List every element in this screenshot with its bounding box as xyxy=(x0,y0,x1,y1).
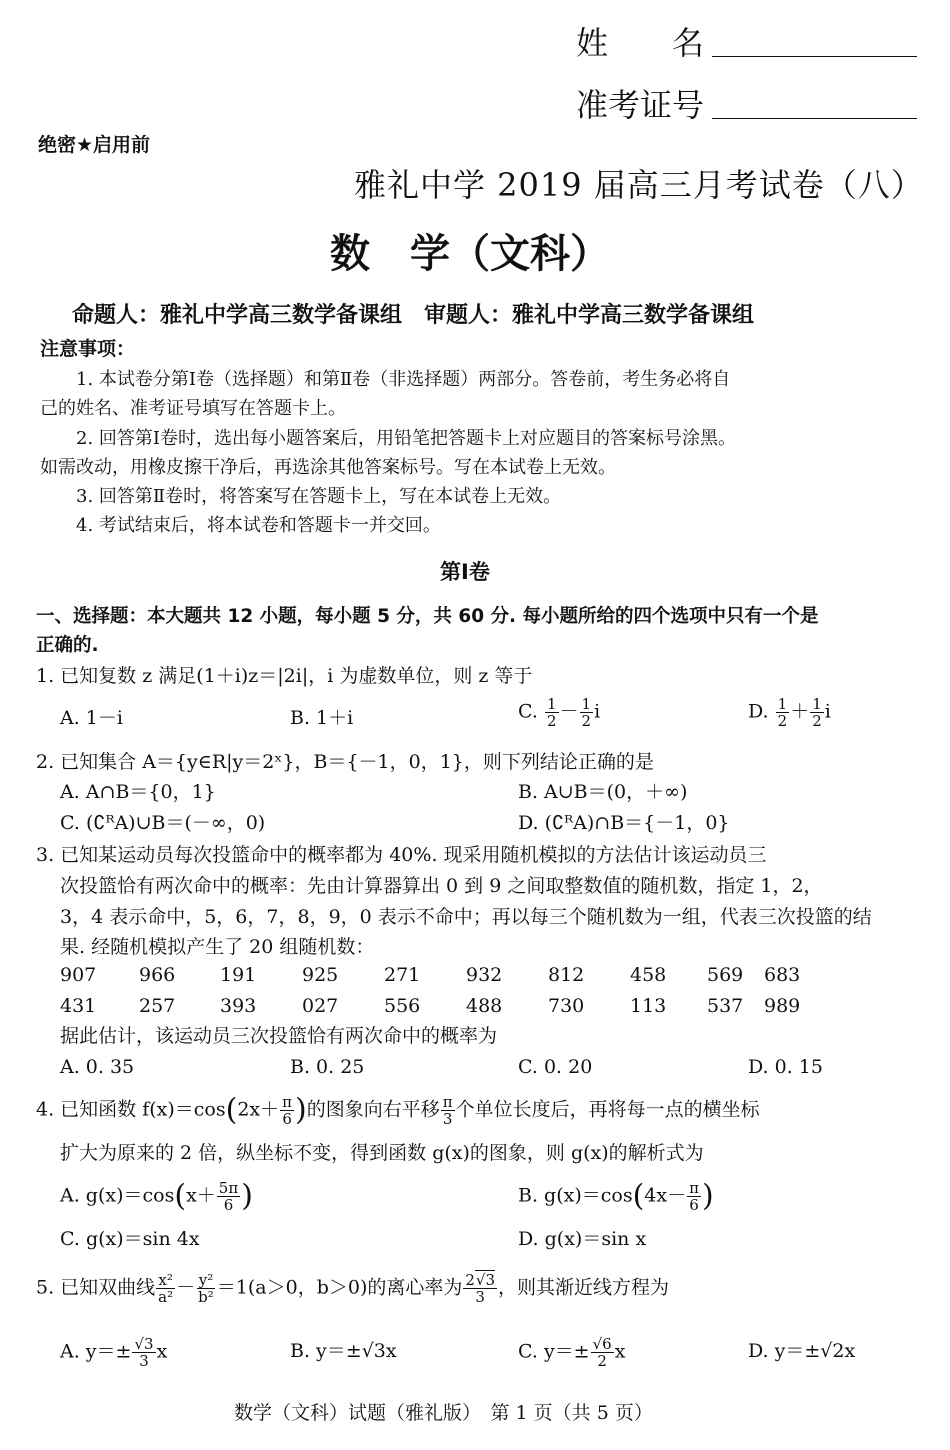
question-3-line5: 据此估计，该运动员三次投篮恰有两次命中的概率为 xyxy=(60,1025,498,1047)
q3-option-c: C. 0. 20 xyxy=(518,1056,593,1078)
question-5-stem: 5. 已知双曲线 $\frac{\text{x²}}{\text{a²}}$ － $\frac{\text{y²}}{\text{b²}}$ ＝1(a＞0，b＞0)的离心率为 $\frac{2√3}{3}$ ，则其渐近线方程为 xyxy=(36,1271,670,1306)
random-number: 683 xyxy=(764,964,801,986)
q4-option-c: C. g(x)＝sin 4x xyxy=(60,1228,200,1250)
q1-option-c-label: C. xyxy=(518,700,538,723)
confidential-label: 绝密★启用前 xyxy=(38,134,151,156)
q3-option-a: A. 0. 35 xyxy=(60,1056,135,1078)
q2-option-c: C. (∁ᴿA)∪B＝(－∞，0) xyxy=(60,812,266,834)
random-number: 271 xyxy=(384,964,421,986)
random-number: 027 xyxy=(302,995,339,1017)
random-number: 932 xyxy=(466,964,503,986)
q1-option-a: A. 1－i xyxy=(60,707,123,729)
question-3-line2: 次投篮恰有两次命中的概率：先由计算器算出 0 到 9 之间取整数值的随机数，指定 1，2， xyxy=(60,875,823,897)
random-number: 431 xyxy=(60,995,97,1017)
q5-option-d: D. y＝±√2x xyxy=(748,1340,856,1362)
id-label: 准考证号 xyxy=(576,86,705,124)
note-2-cont: 如需改动，用橡皮擦干净后，再选涂其他答案标号。写在本试卷上无效。 xyxy=(40,457,616,478)
q1-option-d: D. $\frac{1}{2}$ ＋ $\frac{1}{2}$ i xyxy=(748,695,831,730)
question-4-line2: 扩大为原来的 2 倍，纵坐标不变，得到函数 g(x)的图象，则 g(x)的解析式为 xyxy=(60,1142,704,1164)
random-number: 488 xyxy=(466,995,503,1017)
exam-title: 雅礼中学 2019 届高三月考试卷（八） xyxy=(354,166,924,204)
question-3-line4: 果. 经随机模拟产生了 20 组随机数： xyxy=(60,936,375,958)
random-number: 556 xyxy=(384,995,421,1017)
random-number: 569 xyxy=(707,964,744,986)
random-number: 907 xyxy=(60,964,97,986)
question-1-stem: 1. 已知复数 z 满足(1＋i)z＝|2i|，i 为虚数单位，则 z 等于 xyxy=(36,665,533,687)
section-intro-cont: 正确的. xyxy=(36,635,99,656)
q1-option-b: B. 1＋i xyxy=(290,707,354,729)
q2-option-d: D. (∁ᴿA)∩B＝{－1，0} xyxy=(518,812,730,834)
question-3-line1: 3. 已知某运动员每次投篮命中的概率都为 40%. 现采用随机模拟的方法估计该运动员三 xyxy=(36,844,767,866)
q5-option-c: C. y＝± $\frac{√6}{2}$ x xyxy=(518,1335,626,1370)
notes-heading: 注意事项： xyxy=(40,338,136,360)
note-1-cont: 己的姓名、准考证号填写在答题卡上。 xyxy=(40,398,346,419)
q2-option-a: A. A∩B＝{0，1} xyxy=(60,781,216,803)
q1-option-d-label: D. xyxy=(748,700,769,723)
q4-option-d: D. g(x)＝sin x xyxy=(518,1228,647,1250)
section-title: 第Ⅰ卷 xyxy=(440,560,490,584)
note-4: 4. 考试结束后，将本试卷和答题卡一并交回。 xyxy=(76,515,441,536)
q1-option-c: C. $\frac{1}{2}$ － $\frac{1}{2}$ i xyxy=(518,695,601,730)
name-field-line[interactable] xyxy=(712,56,917,57)
random-number: 113 xyxy=(630,995,667,1017)
q2-option-b: B. A∪B＝(0，＋∞) xyxy=(518,781,688,803)
q5-option-a: A. y＝± $\frac{√3}{3}$ x xyxy=(60,1335,168,1370)
note-3: 3. 回答第Ⅱ卷时，将答案写在答题卡上，写在本试卷上无效。 xyxy=(76,486,562,507)
name-label: 姓 名 xyxy=(576,24,705,62)
subject-title: 数 学（文科） xyxy=(330,231,610,277)
q3-option-b: B. 0. 25 xyxy=(290,1056,365,1078)
q4-option-a: A. g(x)＝cos(x＋ $\frac{5\pi}{6}$ ) xyxy=(60,1178,253,1214)
question-4-stem: 4. 已知函数 f(x)＝cos(2x＋ $\frac{\pi}{6}$ )的图象向右平移 $\frac{\pi}{3}$ 个单位长度后，再将每一点的横坐标 xyxy=(36,1092,760,1128)
random-number: 812 xyxy=(548,964,585,986)
section-intro: 一、选择题：本大题共 12 小题，每小题 5 分，共 60 分. 每小题所给的四个选项中只有一个是 xyxy=(36,606,819,627)
random-number: 257 xyxy=(139,995,176,1017)
note-1: 1. 本试卷分第Ⅰ卷（选择题）和第Ⅱ卷（非选择题）两部分。答卷前，考生务必将自 xyxy=(76,369,731,390)
random-number: 730 xyxy=(548,995,585,1017)
random-number: 537 xyxy=(707,995,744,1017)
q3-option-d: D. 0. 15 xyxy=(748,1056,823,1078)
question-2-stem: 2. 已知集合 A＝{y∈R|y＝2ˣ}，B＝{－1，0，1}，则下列结论正确的是 xyxy=(36,751,654,773)
id-field-line[interactable] xyxy=(712,118,917,119)
random-number: 393 xyxy=(220,995,257,1017)
random-number: 458 xyxy=(630,964,667,986)
note-2: 2. 回答第Ⅰ卷时，选出每小题答案后，用铅笔把答题卡上对应题目的答案标号涂黑。 xyxy=(76,428,737,449)
random-number: 966 xyxy=(139,964,176,986)
random-number: 989 xyxy=(764,995,801,1017)
random-number: 925 xyxy=(302,964,339,986)
q5-option-b: B. y＝±√3x xyxy=(290,1340,397,1362)
question-3-line3: 3，4 表示命中，5，6，7，8，9，0 表示不命中；再以每三个随机数为一组，代表三次投篮的结 xyxy=(60,906,872,928)
random-number: 191 xyxy=(220,964,257,986)
page-footer: 数学（文科）试题（雅礼版） 第 1 页（共 5 页） xyxy=(234,1402,653,1424)
q4-option-b: B. g(x)＝cos(4x－ $\frac{\pi}{6}$ ) xyxy=(518,1178,714,1214)
authors-line: 命题人：雅礼中学高三数学备课组 审题人：雅礼中学高三数学备课组 xyxy=(72,303,755,328)
